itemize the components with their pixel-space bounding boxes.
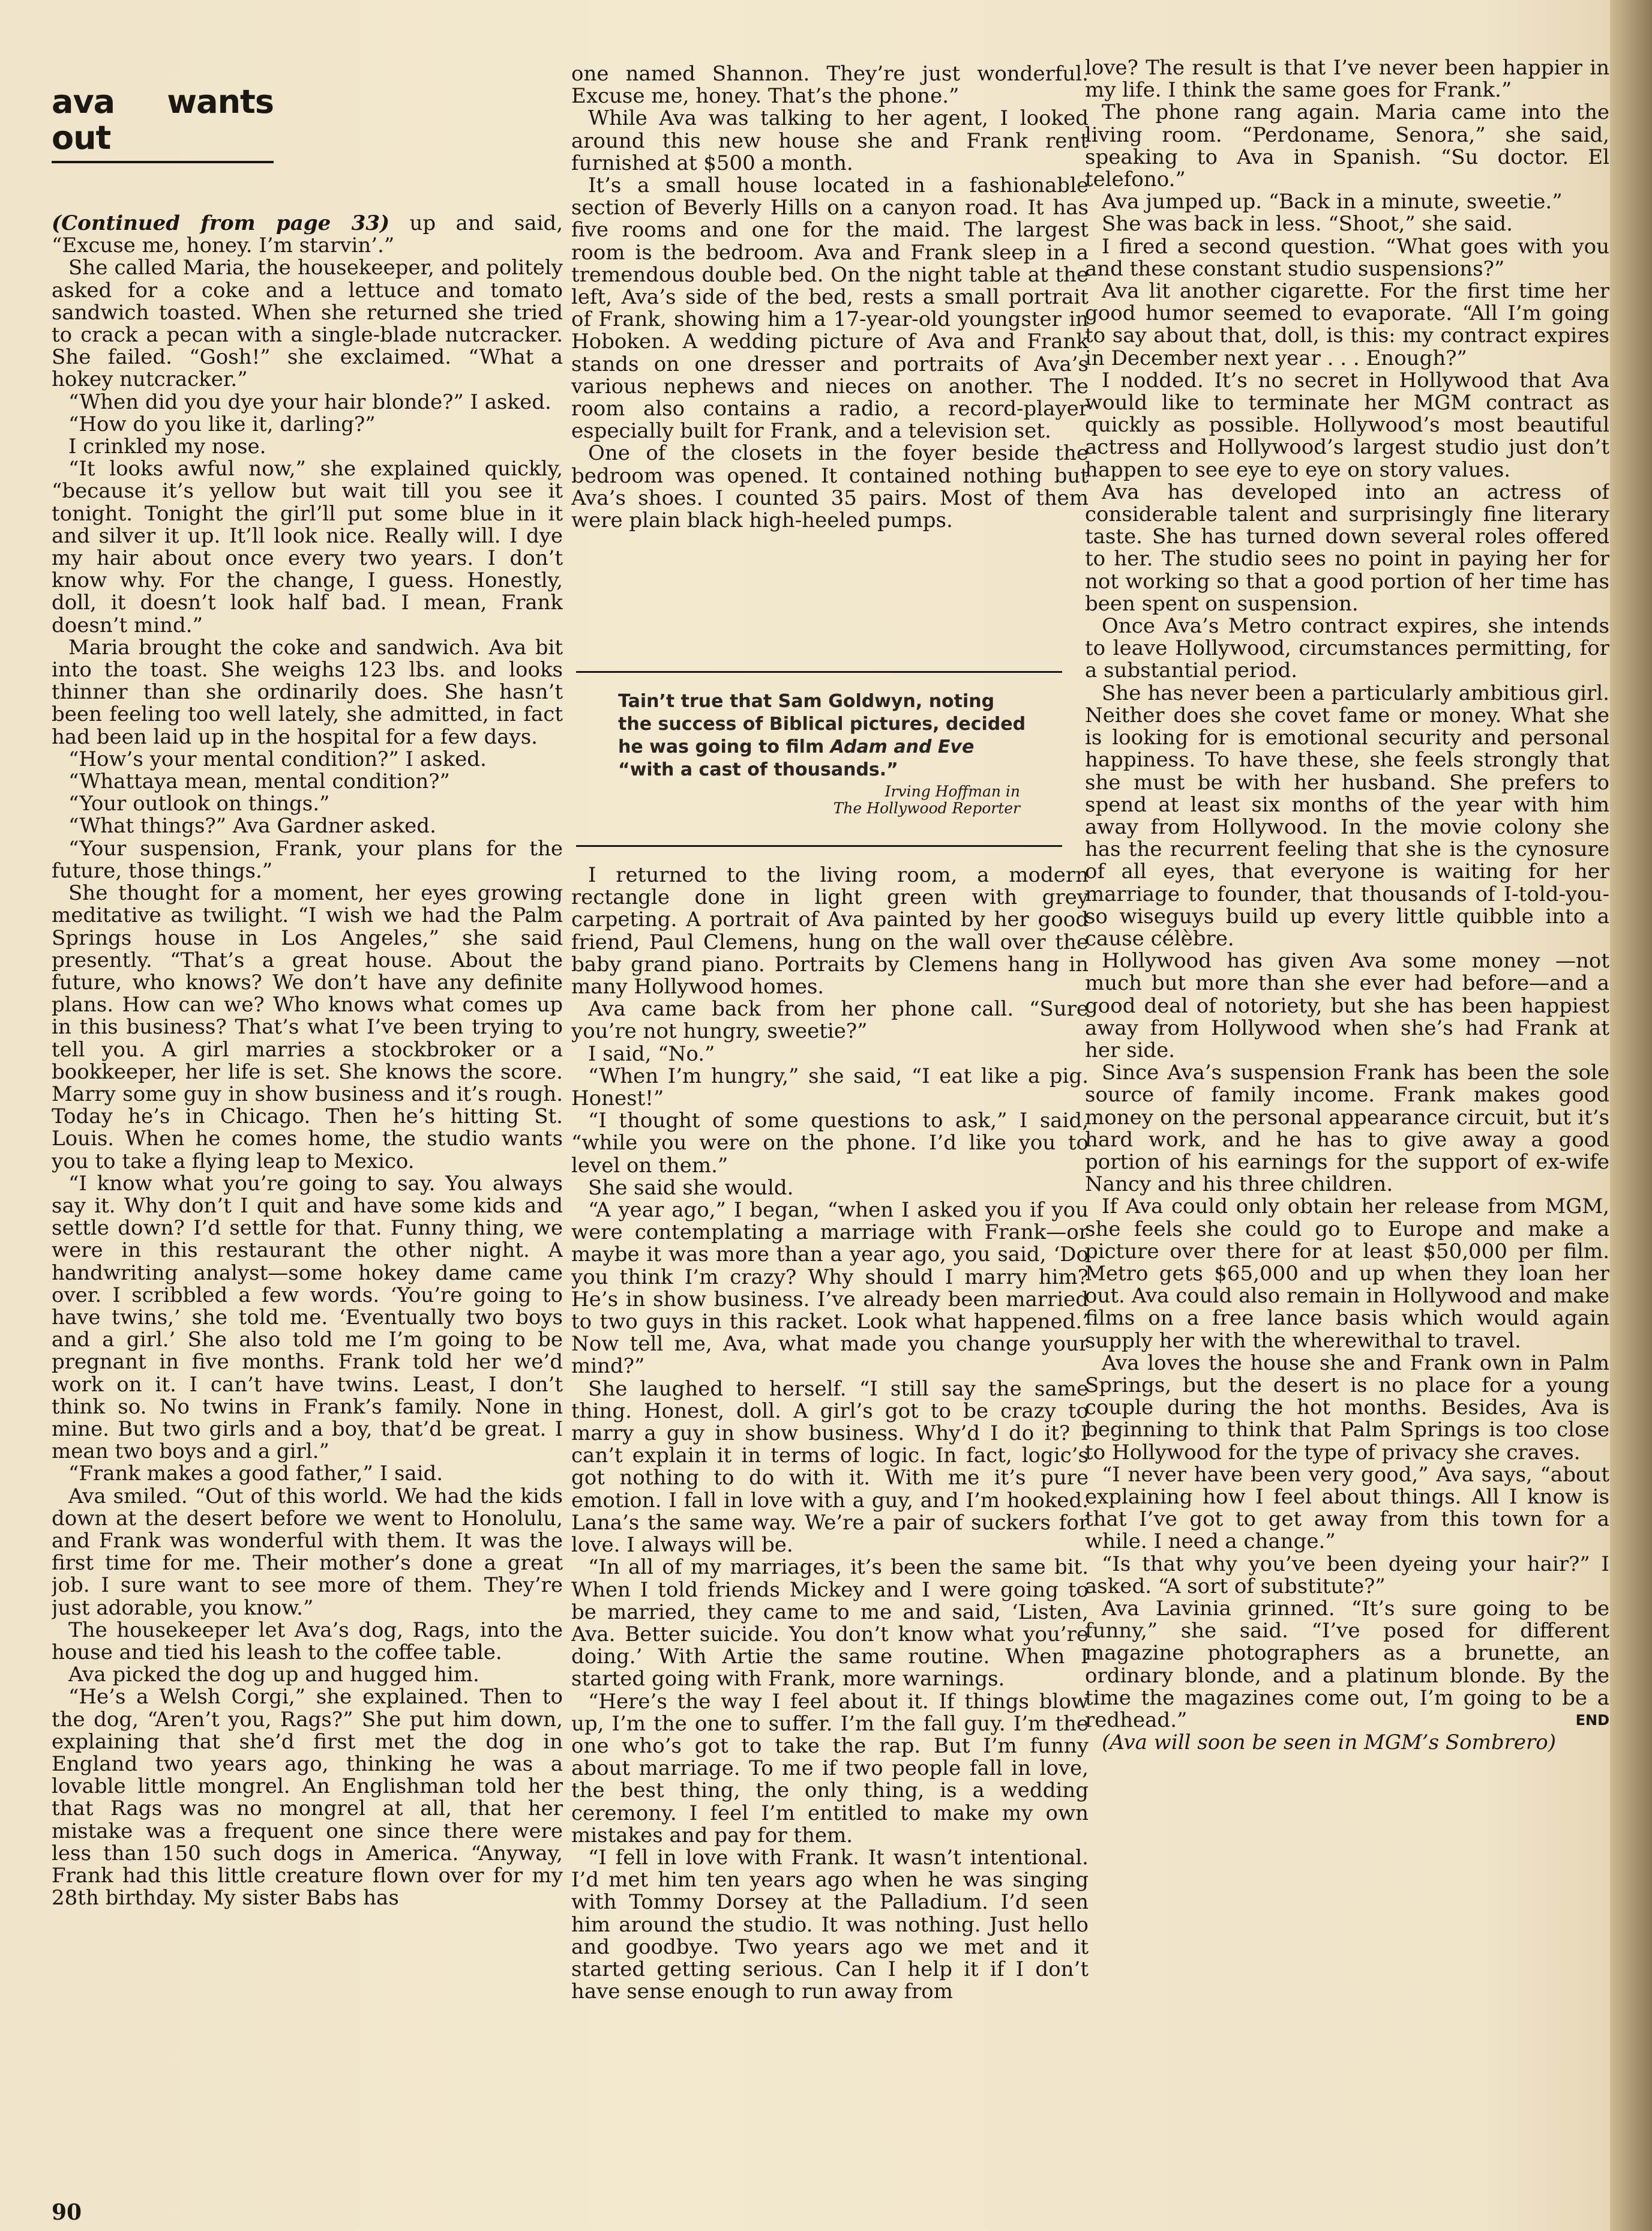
paragraph: “Your outlook on things.” bbox=[68, 792, 330, 816]
attribution-name: Irving Hoffman in bbox=[885, 783, 1020, 800]
paragraph: I fired a second question. “What goes with you and these constant studio suspensions?” bbox=[1085, 234, 1609, 281]
paragraph: I crinkled my nose. bbox=[68, 435, 266, 459]
paragraph: Ava jumped up. “Back in a minute, sweetie.” bbox=[1102, 190, 1563, 214]
paragraph: The housekeeper let Ava’s dog, Rags, into the house and tied his leash to the coffee table. bbox=[52, 1618, 563, 1664]
paragraph: love? The result is that I’ve never been happier in my life. I think the same goes for Frank.” bbox=[1085, 57, 1609, 103]
paragraph: She said she would. bbox=[588, 1175, 794, 1200]
paragraph: Since Ava’s suspension Frank has been the sole source of family income. Frank makes good money on the personal appearance circuit, but it’s hard work, and he has to give away a good portion of his earnings for the support of ex-wife Nancy and his three children. bbox=[1085, 1061, 1609, 1197]
quote-bottom-rule bbox=[576, 845, 1062, 847]
attribution-source: The Hollywood Reporter bbox=[833, 799, 1020, 817]
paragraph: “A year ago,” I began, “when I asked you if you were contemplating a marriage with Frank—or maybe it was more than a year ago, you said, ‘Do you think I’m crazy? Why should I marry him? He’s in show business. I’ve already been married to two guys in this racket. Look what happened.’ Now tell me, Ava, what made you change your mind?” bbox=[571, 1198, 1089, 1379]
continued-label: (Continued from page 33) bbox=[52, 211, 390, 235]
paragraph: Ava loves the house she and Frank own in Palm Springs, but the desert is no place for a young couple during the hot months. Besides, Ava is beginning to think that Palm Springs is too close to Hollywood for the type of privacy she craves. bbox=[1085, 1350, 1609, 1465]
paragraph: She laughed to herself. “I still say the same thing. Honest, doll. A girl’s got to be crazy to marry a guy in show business. Why’d I do it? I can’t explain it in terms of logic. In fact, logic’s got nothing to do with it. With me it’s pure emotion. I fall in love with a guy, and I’m hooked. Lana’s the same way. We’re a pair of suckers for love. I always will be. bbox=[571, 1376, 1089, 1558]
paragraph: She called Maria, the housekeeper, and politely asked for a coke and a lettuce and tomato sandwich toasted. When she returned she tried to crack a pecan with a single-blade nutcracker. She failed. “Gosh!” she exclaimed. “What a hokey nutcracker.” bbox=[52, 256, 563, 392]
article-headline: ava wants out bbox=[52, 84, 274, 163]
column-2-upper bbox=[571, 63, 1089, 663]
column-3 bbox=[1085, 57, 1609, 2218]
paragraph: Ava picked the dog up and hugged him. bbox=[68, 1663, 479, 1687]
quote-text: Tain’t true that Sam Goldwyn, noting the success of Biblical pictures, decided he was going to film bbox=[618, 691, 1026, 757]
paragraph: “In all of my marriages, it’s been the same bit. When I told friends Mickey and I were going to be married, they came to me and said, ‘Listen, Ava. Better suicide. You don’t know what you’re doing.’ With Artie the same routine. When I started going with Frank, more warnings. bbox=[571, 1555, 1089, 1691]
headline-spacer bbox=[52, 163, 563, 212]
paragraph: Hollywood has given Ava some money —not much but more than she ever had before—and a good deal of notoriety, but she has been happiest away from Hollywood when she’s had Frank at her side. bbox=[1085, 949, 1609, 1062]
paragraph: Ava has developed into an actress of considerable talent and surprisingly fine literary taste. She has turned down several roles offered to her. The studio sees no point in paying her for not working so that a good portion of her time has been spent on suspension. bbox=[1085, 480, 1609, 616]
paragraph: “I never have been very good,” Ava says, “about explaining how I feel about things. All I know is that I’ve got to get away from this town for a while. I need a change.” bbox=[1085, 1462, 1609, 1554]
paragraph: Ava came back from her phone call. “Sure you’re not hungry, sweetie?” bbox=[571, 997, 1089, 1044]
pull-quote bbox=[618, 690, 1032, 781]
paragraph: “It looks awful now,” she explained quickly, “because it’s yellow but wait till you see it tonight. Tonight the girl’ll put some blue in it and silver it up. It’ll look nice. Really will. I dye my hair about once every two years. I don’t know why. For the change, I guess. Honestly, doll, it doesn’t look half bad. I mean, Frank doesn’t mind.” bbox=[52, 457, 563, 637]
paragraph: One of the closets in the foyer beside the bedroom was opened. It contained nothing but Ava’s shoes. I counted 35 pairs. Most of them were plain black high-heeled pumps. bbox=[571, 441, 1089, 533]
paragraph: “How’s your mental condition?” I asked. bbox=[68, 747, 487, 771]
column-2-lower bbox=[571, 864, 1089, 2227]
paragraph: “I know what you’re going to say. You always say it. Why don’t I quit and have some kids and settle down? I’d settle for that. Funny thing, we were in this restaurant the other night. A handwriting analyst—some hokey dame came over. I scribbled a few words. ‘You’re going to have twins,’ she told me. ‘Eventually two boys and a girl.’ She also told me I’m going to be pregnant in five months. Frank told her we’d work on it. I can’t have twins. Least, I don’t think so. No twins in Frank’s family. None in mine. But two girls and a boy, that’d be great. I mean two boys and a girl.” bbox=[52, 1171, 563, 1464]
closing-note: (Ava will soon be seen in MGM’s Sombrero) bbox=[1102, 1730, 1556, 1755]
paragraph: I nodded. It’s no secret in Hollywood that Ava would like to terminate her MGM contract as quickly as possible. Hollywood’s most beautiful actress and Hollywood’s largest studio just don’t happen to see eye to eye on story values. bbox=[1085, 368, 1609, 482]
paragraph: She thought for a moment, her eyes growing meditative as twilight. “I wish we had the Palm Springs house in Los Angeles,” she said presently. “That’s a great house. About the future, who knows? We don’t have any definite plans. How can we? Who knows what comes up in this business? That’s what I’ve been trying to tell you. A girl marries a stockbroker or a bookkeeper, her life is set. She knows the score. Marry some guy in show business and it’s rough. Today he’s in Chicago. Then he’s hitting St. Louis. When he comes home, the studio wants you to take a flying leap to Mexico. bbox=[52, 881, 563, 1173]
paragraph: “Here’s the way I feel about it. If things blow up, I’m the one to suffer. I’m the fall guy. I’m the one who’s got to take the rap. But I’m funny about marriage. To me if two people fall in love, the best thing, the only thing, is a wedding ceremony. I feel I’m entitled to make my own mistakes and pay for them. bbox=[571, 1689, 1089, 1847]
paragraph-text: up and said, “Excuse me, honey. I’m starvin’.” bbox=[52, 211, 563, 258]
paragraph: “He’s a Welsh Corgi,” she explained. Then to the dog, “Aren’t you, Rags?” She put him down, explaining that she’d first met the dog in England two years ago, thinking he was a lovable little mongrel. An Englishman told her that Rags was no mongrel at all, that her mistake was a frequent one since there were less than 150 such dogs in America. “Anyway, Frank had this little creature flown over for my 28th birthday. My sister Babs has bbox=[52, 1685, 563, 1910]
final-paragraph bbox=[1085, 1598, 1609, 1732]
paragraph: Ava smiled. “Out of this world. We had the kids down at the desert before we went to Honolulu, and Frank was wonderful with them. It was the first time for me. Their mother’s done a great job. I sure want to see more of them. They’re just adorable, you know.” bbox=[52, 1484, 563, 1620]
paragraph: “Frank makes a good father,” I said. bbox=[68, 1462, 443, 1486]
paragraph: Once Ava’s Metro contract expires, she intends to leave Hollywood, circumstances permitting, for a substantial period. bbox=[1085, 614, 1609, 683]
paragraph: If Ava could only obtain her release from MGM, she feels she could go to Europe and make a picture over there for at least $50,000 per film. Metro gets $65,000 and up when they loan her out. Ava could also remain in Hollywood and make films on a free lance basis which would again supply her with the wherewithal to travel. bbox=[1085, 1194, 1609, 1353]
paragraph: “When I’m hungry,” she said, “I eat like a pig. Honest!” bbox=[571, 1064, 1089, 1111]
paragraph: “When did you dye your hair blonde?” I asked. bbox=[68, 390, 551, 414]
page-number: 90 bbox=[52, 2200, 82, 2225]
paragraph: Maria brought the coke and sandwich. Ava bit into the toast. She weighs 123 lbs. and looks thinner than she ordinarily does. She hasn’t been feeling too well lately, she admitted, in fact had been laid up in the hospital for a few days. bbox=[52, 635, 563, 749]
paragraph: The phone rang again. Maria came into the living room. “Perdoname, Senora,” she said, speaking to Ava in Spanish. “Su doctor. El telefono.” bbox=[1085, 100, 1609, 192]
paragraph: “I thought of some questions to ask,” I said, “while you were on the phone. I’d like you to level on them.” bbox=[571, 1109, 1089, 1178]
column-1 bbox=[52, 63, 563, 2224]
quote-attribution bbox=[708, 783, 1020, 817]
quote-top-rule bbox=[576, 671, 1062, 673]
paragraph: She was back in less. “Shoot,” she said. bbox=[1102, 212, 1513, 236]
paragraph: one named Shannon. They’re just wonderful. Excuse me, honey. That’s the phone.” bbox=[571, 63, 1089, 109]
paragraph: “Is that why you’ve been dyeing your hair?” I asked. “A sort of substitute?” bbox=[1085, 1552, 1609, 1598]
paragraph: I returned to the living room, a modern rectangle done in light green with grey carpeting. A portrait of Ava painted by her good friend, Paul Clemens, hung on the wall over the baby grand piano. Portraits by Clemens hang in many Hollywood homes. bbox=[571, 864, 1089, 999]
paragraph: “How do you like it, darling?” bbox=[68, 412, 376, 436]
paragraph: Ava lit another cigarette. For the first time her good humor seemed to evaporate. “All I’m going to say about that, doll, is this: my contract expires in December next year . . . Enough?” bbox=[1085, 279, 1609, 370]
paragraph: “Your suspension, Frank, your plans for the future, those things.” bbox=[52, 836, 563, 883]
paragraph: While Ava was talking to her agent, I looked around this new house she and Frank rent furnished at $500 a month. bbox=[571, 106, 1089, 175]
page-spine-shadow bbox=[1610, 0, 1652, 2231]
paragraph: She has never been a particularly ambitious girl. Neither does she covet fame or money. What she is looking for is emotional security and personal happiness. To have these, she feels strongly that she must be with her husband. She prefers to spend at least six months of the year with him away from Hollywood. In the movie colony she has the recurrent feeling that she is the cynosure of all eyes, that everyone is waiting for her marriage to founder, that thousands of I-told-you-so wiseguys build up every little quibble into a cause célèbre. bbox=[1085, 681, 1609, 951]
continued-paragraph bbox=[52, 212, 563, 257]
paragraph: “Whattaya mean, mental condition?” bbox=[68, 769, 450, 794]
quote-text-end: “with a cast of thousands.” bbox=[618, 759, 898, 780]
paragraph: “What things?” Ava Gardner asked. bbox=[68, 814, 436, 839]
quote-film-title: Adam and Eve bbox=[830, 736, 975, 757]
end-mark: END bbox=[1575, 1712, 1609, 1729]
paragraph: I said, “No.” bbox=[588, 1041, 715, 1066]
paragraph: It’s a small house located in a fashionable section of Beverly Hills on a canyon road. It has five rooms and one for the maid. The largest room is the bedroom. Ava and Frank sleep in a tremendous double bed. On the night table at the left, Ava’s side of the bed, rests a small portrait of Frank, showing him a 17-year-old youngster in Hoboken. A wedding picture of Ava and Frank stands on one dresser and portraits of Ava’s various nephews and nieces on another. The room also contains a radio, a record-player especially built for Frank, and a television set. bbox=[571, 173, 1089, 444]
paragraph-text: Ava Lavinia grinned. “It’s sure going to be funny,” she said. “I’ve posed for different magazine photographers as a brunette, an ordinary blonde, and a platinum blonde. By the time the magazines come out, I’m going to be a redhead.” bbox=[1085, 1597, 1609, 1733]
paragraph: “I fell in love with Frank. It wasn’t intentional. I’d met him ten years ago when he was singing with Tommy Dorsey at the Palladium. I’d seen him around the studio. It was nothing. Just hello and goodbye. Two years ago we met and it started getting serious. Can I help it if I don’t have sense enough to run away from bbox=[571, 1845, 1089, 2004]
